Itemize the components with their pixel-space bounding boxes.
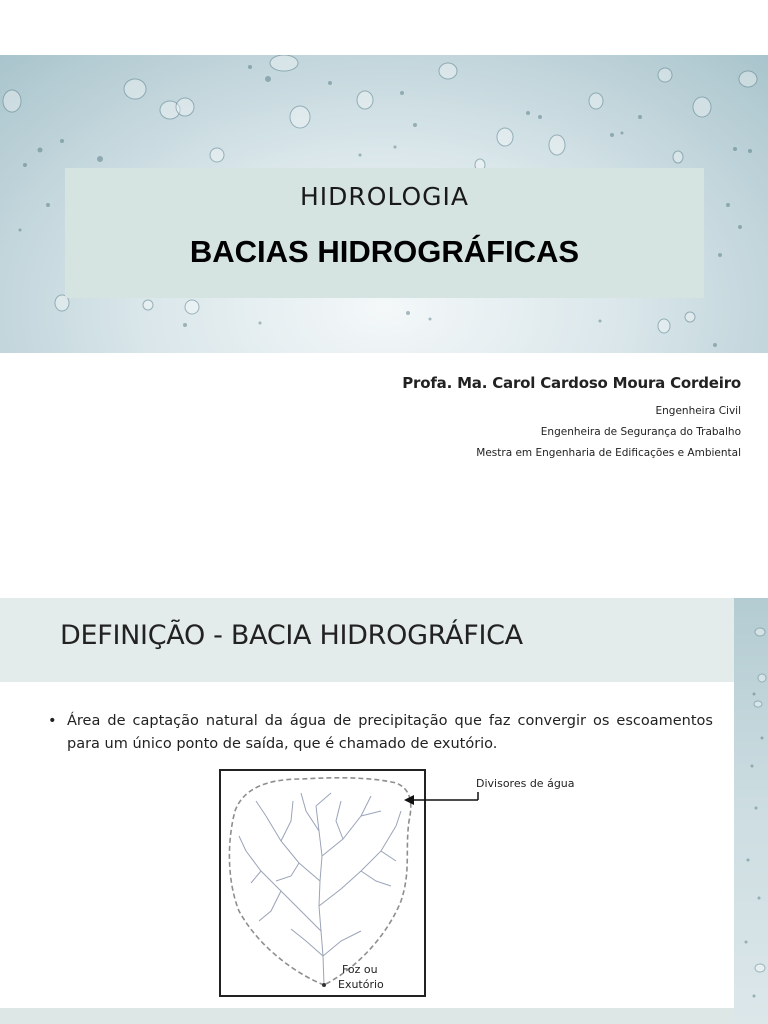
side-water-strip	[734, 598, 768, 1024]
definition-bullet	[48, 710, 713, 756]
subject-heading: HIDROLOGIA	[299, 182, 470, 211]
page-title: BACIAS HIDROGRÁFICAS	[189, 234, 580, 269]
drainage-network	[239, 793, 401, 985]
label-divisores: Divisores de água	[476, 777, 575, 790]
author-role-2: Engenheira de Segurança do Trabalho	[540, 426, 741, 438]
definition-text: Área de captação natural da água de precipitação que faz convergir os escoamentos para um único ponto de saída, que é chamado de exutório.	[67, 713, 713, 752]
title-slide-banner	[0, 55, 768, 353]
divisores-arrow	[400, 782, 480, 812]
author-name: Profa. Ma. Carol Cardoso Moura Cordeiro	[402, 374, 741, 392]
label-foz	[326, 962, 396, 992]
bullet-icon: •	[48, 713, 57, 729]
slide2-title: DEFINIÇÃO - BACIA HIDROGRÁFICA	[60, 620, 523, 651]
author-role-3: Mestra em Engenharia de Edificações e Ambiental	[476, 447, 741, 459]
title-box	[65, 168, 704, 298]
author-block	[402, 374, 741, 464]
slide2-header	[0, 598, 734, 682]
label-foz-line2: Exutório	[338, 978, 384, 991]
label-foz-line1: Foz ou	[342, 963, 378, 976]
bottom-band	[0, 1008, 734, 1024]
author-role-1: Engenheira Civil	[655, 405, 741, 417]
side-drops	[734, 598, 768, 1024]
